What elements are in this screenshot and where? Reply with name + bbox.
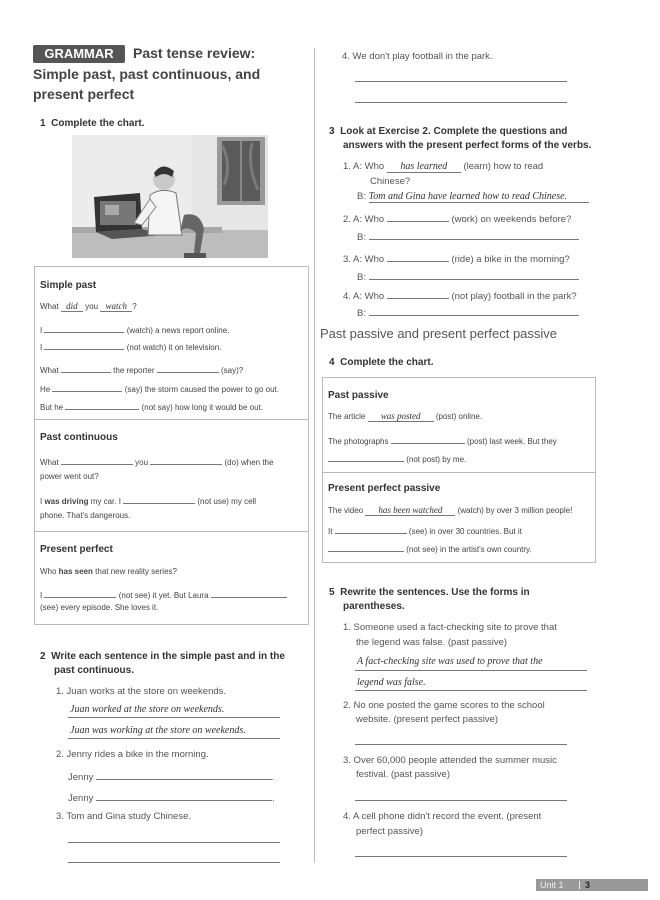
ppp-line-3 xyxy=(328,541,532,554)
jenny-label: Jenny xyxy=(68,772,94,783)
ex5-item-2a: 2. No one posted the game scores to the school xyxy=(343,700,545,711)
answer-line[interactable] xyxy=(355,800,567,801)
past-passive-line-3 xyxy=(328,451,466,464)
blank[interactable] xyxy=(369,229,579,240)
exercise-5-number: 5 xyxy=(329,587,335,598)
ex5-answer-1a: A fact-checking site was used to prove that the xyxy=(357,656,543,667)
blank[interactable] xyxy=(123,493,195,504)
ex3-q3 xyxy=(343,251,570,265)
l2-mid: my car. I xyxy=(88,497,121,506)
past-passive-line-2 xyxy=(328,433,557,446)
blank[interactable] xyxy=(387,211,449,222)
q4-pre: 4. A: Who xyxy=(343,291,385,302)
l4-post: (say) the storm caused the power to go out. xyxy=(124,385,280,394)
blank[interactable] xyxy=(391,433,465,444)
answer-watch: watch xyxy=(100,301,132,312)
answer-line[interactable] xyxy=(68,842,280,843)
chart-1-divider-2 xyxy=(35,531,308,532)
l1-bold: has seen xyxy=(58,567,93,576)
l3-post: (not post) by me. xyxy=(406,455,467,464)
l3-post: (not see) in the artist's own country. xyxy=(406,545,532,554)
past-passive-heading: Past passive xyxy=(328,390,389,401)
ex3-q2 xyxy=(343,211,571,225)
simple-past-line-5 xyxy=(40,399,263,412)
exercise-2-item-2: 2. Jenny rides a bike in the morning. xyxy=(56,749,209,760)
blank[interactable] xyxy=(328,541,404,552)
exercise-2-answer-1: Juan worked at the store on weekends. xyxy=(70,704,225,715)
exercise-2-answer-2: Juan was working at the store on weekends. xyxy=(70,725,246,736)
exercise-1-instruction: Complete the chart. xyxy=(51,118,145,129)
ex5-item-4a: 4. A cell phone didn't record the event. (present xyxy=(343,811,542,822)
past-continuous-line-1 xyxy=(40,454,273,467)
illustration-man-at-laptop xyxy=(72,135,268,258)
l4-pre: He xyxy=(40,385,51,394)
simple-past-line-2 xyxy=(40,339,221,352)
blank[interactable] xyxy=(61,362,111,373)
simple-past-line-4 xyxy=(40,381,279,394)
l1-pre: I xyxy=(40,326,43,335)
l1-pre: What xyxy=(40,458,59,467)
column-divider xyxy=(314,48,315,863)
ex3-b4 xyxy=(357,305,579,319)
exercise-3-title xyxy=(329,126,567,137)
exercise-3-number: 3 xyxy=(329,126,335,137)
l5-pre: But he xyxy=(40,403,64,412)
b3-label: B: xyxy=(357,272,366,283)
exercise-4-title xyxy=(329,357,433,368)
grammar-badge: GRAMMAR xyxy=(33,45,125,63)
l2-post: (see) in over 30 countries. But it xyxy=(408,527,522,536)
page-title-line3: present perfect xyxy=(33,86,135,102)
answer-line[interactable] xyxy=(355,670,587,671)
ex5-item-2b: website. (present perfect passive) xyxy=(356,714,499,725)
l3-mid: the reporter xyxy=(113,366,155,375)
simple-past-line-1 xyxy=(40,322,229,335)
present-perfect-passive-heading: Present perfect passive xyxy=(328,483,441,494)
ex3-b1 xyxy=(357,191,589,203)
exercise-1-number: 1 xyxy=(40,118,46,129)
footer-page-number: 3 xyxy=(585,880,591,890)
q1-pre: 1. A: Who xyxy=(343,161,385,172)
l3-pre: What xyxy=(40,366,59,375)
blank[interactable] xyxy=(44,339,124,350)
l1-post: (watch) by over 3 million people! xyxy=(457,506,573,515)
exercise-2-title xyxy=(40,651,285,662)
blank[interactable] xyxy=(150,454,222,465)
exercise-5-title xyxy=(329,587,530,598)
blank[interactable] xyxy=(335,523,407,534)
b2-label: B: xyxy=(357,232,366,243)
q3-pre: 3. A: Who xyxy=(343,254,385,265)
blank[interactable] xyxy=(65,399,139,410)
present-perfect-line-2b: (see) every episode. She loves it. xyxy=(40,603,159,612)
b4-label: B: xyxy=(357,308,366,319)
b1-answer: Tom and Gina have learned how to read Chinese. xyxy=(369,191,589,203)
blank[interactable] xyxy=(52,381,122,392)
simple-past-heading: Simple past xyxy=(40,280,97,291)
answer-line[interactable] xyxy=(355,744,567,745)
past-continuous-line-2 xyxy=(40,493,256,506)
q1-post: (learn) how to read xyxy=(463,161,544,172)
word-what: What xyxy=(40,302,59,311)
l2-post: (post) last week. But they xyxy=(466,437,557,446)
ex3-q1 xyxy=(343,161,543,173)
blank[interactable] xyxy=(387,288,449,299)
page-title-line1: Past tense review: xyxy=(133,45,256,61)
simple-past-line-3 xyxy=(40,362,243,375)
l1-post: (do) when the xyxy=(224,458,274,467)
l3-post: (say)? xyxy=(220,366,244,375)
l2-pre: It xyxy=(328,527,333,536)
l2-pre: The photographs xyxy=(328,437,389,446)
answer-line[interactable] xyxy=(355,81,567,82)
page-title-line2: Simple past, past continuous, and xyxy=(33,66,261,82)
present-perfect-line-2 xyxy=(40,587,287,600)
exercise-2-title-2: past continuous. xyxy=(54,665,134,676)
l2-post: (not use) my cell xyxy=(197,497,257,506)
blank[interactable] xyxy=(328,451,404,462)
l1-post: (post) online. xyxy=(435,412,483,421)
exercise-3-title-2: answers with the present perfect forms of the verbs. xyxy=(343,140,592,151)
exercise-2-item-3: 3. Tom and Gina study Chinese. xyxy=(56,811,192,822)
chart-4-divider xyxy=(323,472,595,473)
q1-answer: has learned xyxy=(387,161,461,173)
answer-line[interactable] xyxy=(355,690,587,691)
l1-mid: you xyxy=(135,458,149,467)
ex5-item-1a: 1. Someone used a fact-checking site to prove that xyxy=(343,622,557,633)
q3-post: (ride) a bike in the morning? xyxy=(451,254,570,265)
ex3-b3 xyxy=(357,269,579,283)
blank[interactable] xyxy=(44,322,124,333)
jenny-label: Jenny xyxy=(68,793,94,804)
l2-bold: was driving xyxy=(44,497,89,506)
footer-unit: Unit 1 xyxy=(540,880,564,890)
section-title-passive: Past passive and present perfect passive xyxy=(320,326,558,341)
present-perfect-heading: Present perfect xyxy=(40,544,113,555)
exercise-4-number: 4 xyxy=(329,357,335,368)
ppp-line-1 xyxy=(328,505,572,516)
word-you: you xyxy=(85,302,99,311)
l1-post: that new reality series? xyxy=(92,567,177,576)
blank[interactable] xyxy=(211,587,287,598)
l1-pre: The video xyxy=(328,506,364,515)
exercise-2-jenny-1: Jenny . xyxy=(68,769,275,783)
l2-pre: I xyxy=(40,497,45,506)
l1-pre: Who xyxy=(40,567,59,576)
blank[interactable] xyxy=(61,454,133,465)
blank[interactable] xyxy=(44,587,116,598)
l2-pre: I xyxy=(40,591,43,600)
past-passive-line-1 xyxy=(328,411,482,422)
blank[interactable] xyxy=(96,790,272,801)
exercise-2-item-1: 1. Juan works at the store on weekends. xyxy=(56,686,227,697)
exercise-2-jenny-2: Jenny . xyxy=(68,790,275,804)
exercise-3-instruction-1: Look at Exercise 2. Complete the questions and xyxy=(340,126,568,137)
past-continuous-heading: Past continuous xyxy=(40,432,118,443)
exercise-5-instruction-1: Rewrite the sentences. Use the forms in xyxy=(340,587,530,598)
l1-answer: has been watched xyxy=(365,505,455,516)
ex5-item-4b: perfect passive) xyxy=(356,826,424,837)
exercise-1-title xyxy=(40,118,144,129)
ex3-q4 xyxy=(343,288,577,302)
exercise-2-number: 2 xyxy=(40,651,46,662)
answer-line[interactable] xyxy=(68,717,280,718)
ppp-line-2 xyxy=(328,523,522,536)
answer-did: did xyxy=(61,301,83,312)
l1-answer: was posted xyxy=(368,411,434,422)
answer-line[interactable] xyxy=(355,856,567,857)
q4-post: (not play) football in the park? xyxy=(451,291,577,302)
past-continuous-line-1b: power went out? xyxy=(40,472,99,481)
exercise-4-instruction: Complete the chart. xyxy=(340,357,434,368)
b1-pre: B: xyxy=(357,191,366,202)
exercise-5-title-2: parentheses. xyxy=(343,601,405,612)
ex3-b2 xyxy=(357,229,579,243)
l5-post: (not say) how long it would be out. xyxy=(141,403,264,412)
answer-line[interactable] xyxy=(355,102,567,103)
exercise-2-item-4: 4. We don't play football in the park. xyxy=(342,51,493,62)
l2-mid: (not see) it yet. But Laura xyxy=(118,591,209,600)
chart-1-divider-1 xyxy=(35,419,308,420)
ex5-item-3b: festival. (past passive) xyxy=(356,769,450,780)
blank[interactable] xyxy=(369,269,579,280)
ex3-q1b: Chinese? xyxy=(370,176,411,187)
ex5-answer-1b: legend was false. xyxy=(357,677,426,688)
ex5-item-1b: the legend was false. (past passive) xyxy=(356,637,508,648)
blank[interactable] xyxy=(387,251,449,262)
blank[interactable] xyxy=(157,362,219,373)
ex5-item-3a: 3. Over 60,000 people attended the summer music xyxy=(343,755,557,766)
l2-pre: I xyxy=(40,343,43,352)
footer-divider xyxy=(579,881,580,889)
q2-post: (work) on weekends before? xyxy=(451,214,572,225)
past-continuous-line-2b: phone. That's dangerous. xyxy=(40,511,131,520)
l2-post: (not watch) it on television. xyxy=(126,343,222,352)
blank[interactable] xyxy=(96,769,272,780)
l1-post: (watch) a news report online. xyxy=(126,326,230,335)
answer-line[interactable] xyxy=(68,738,280,739)
present-perfect-line-1 xyxy=(40,567,177,576)
q2-pre: 2. A: Who xyxy=(343,214,385,225)
l1-pre: The article xyxy=(328,412,366,421)
exercise-2-instruction-1: Write each sentence in the simple past and in the xyxy=(51,651,285,662)
answer-line[interactable] xyxy=(68,862,280,863)
blank[interactable] xyxy=(369,305,579,316)
simple-past-question: What did you watch ? xyxy=(40,301,137,311)
